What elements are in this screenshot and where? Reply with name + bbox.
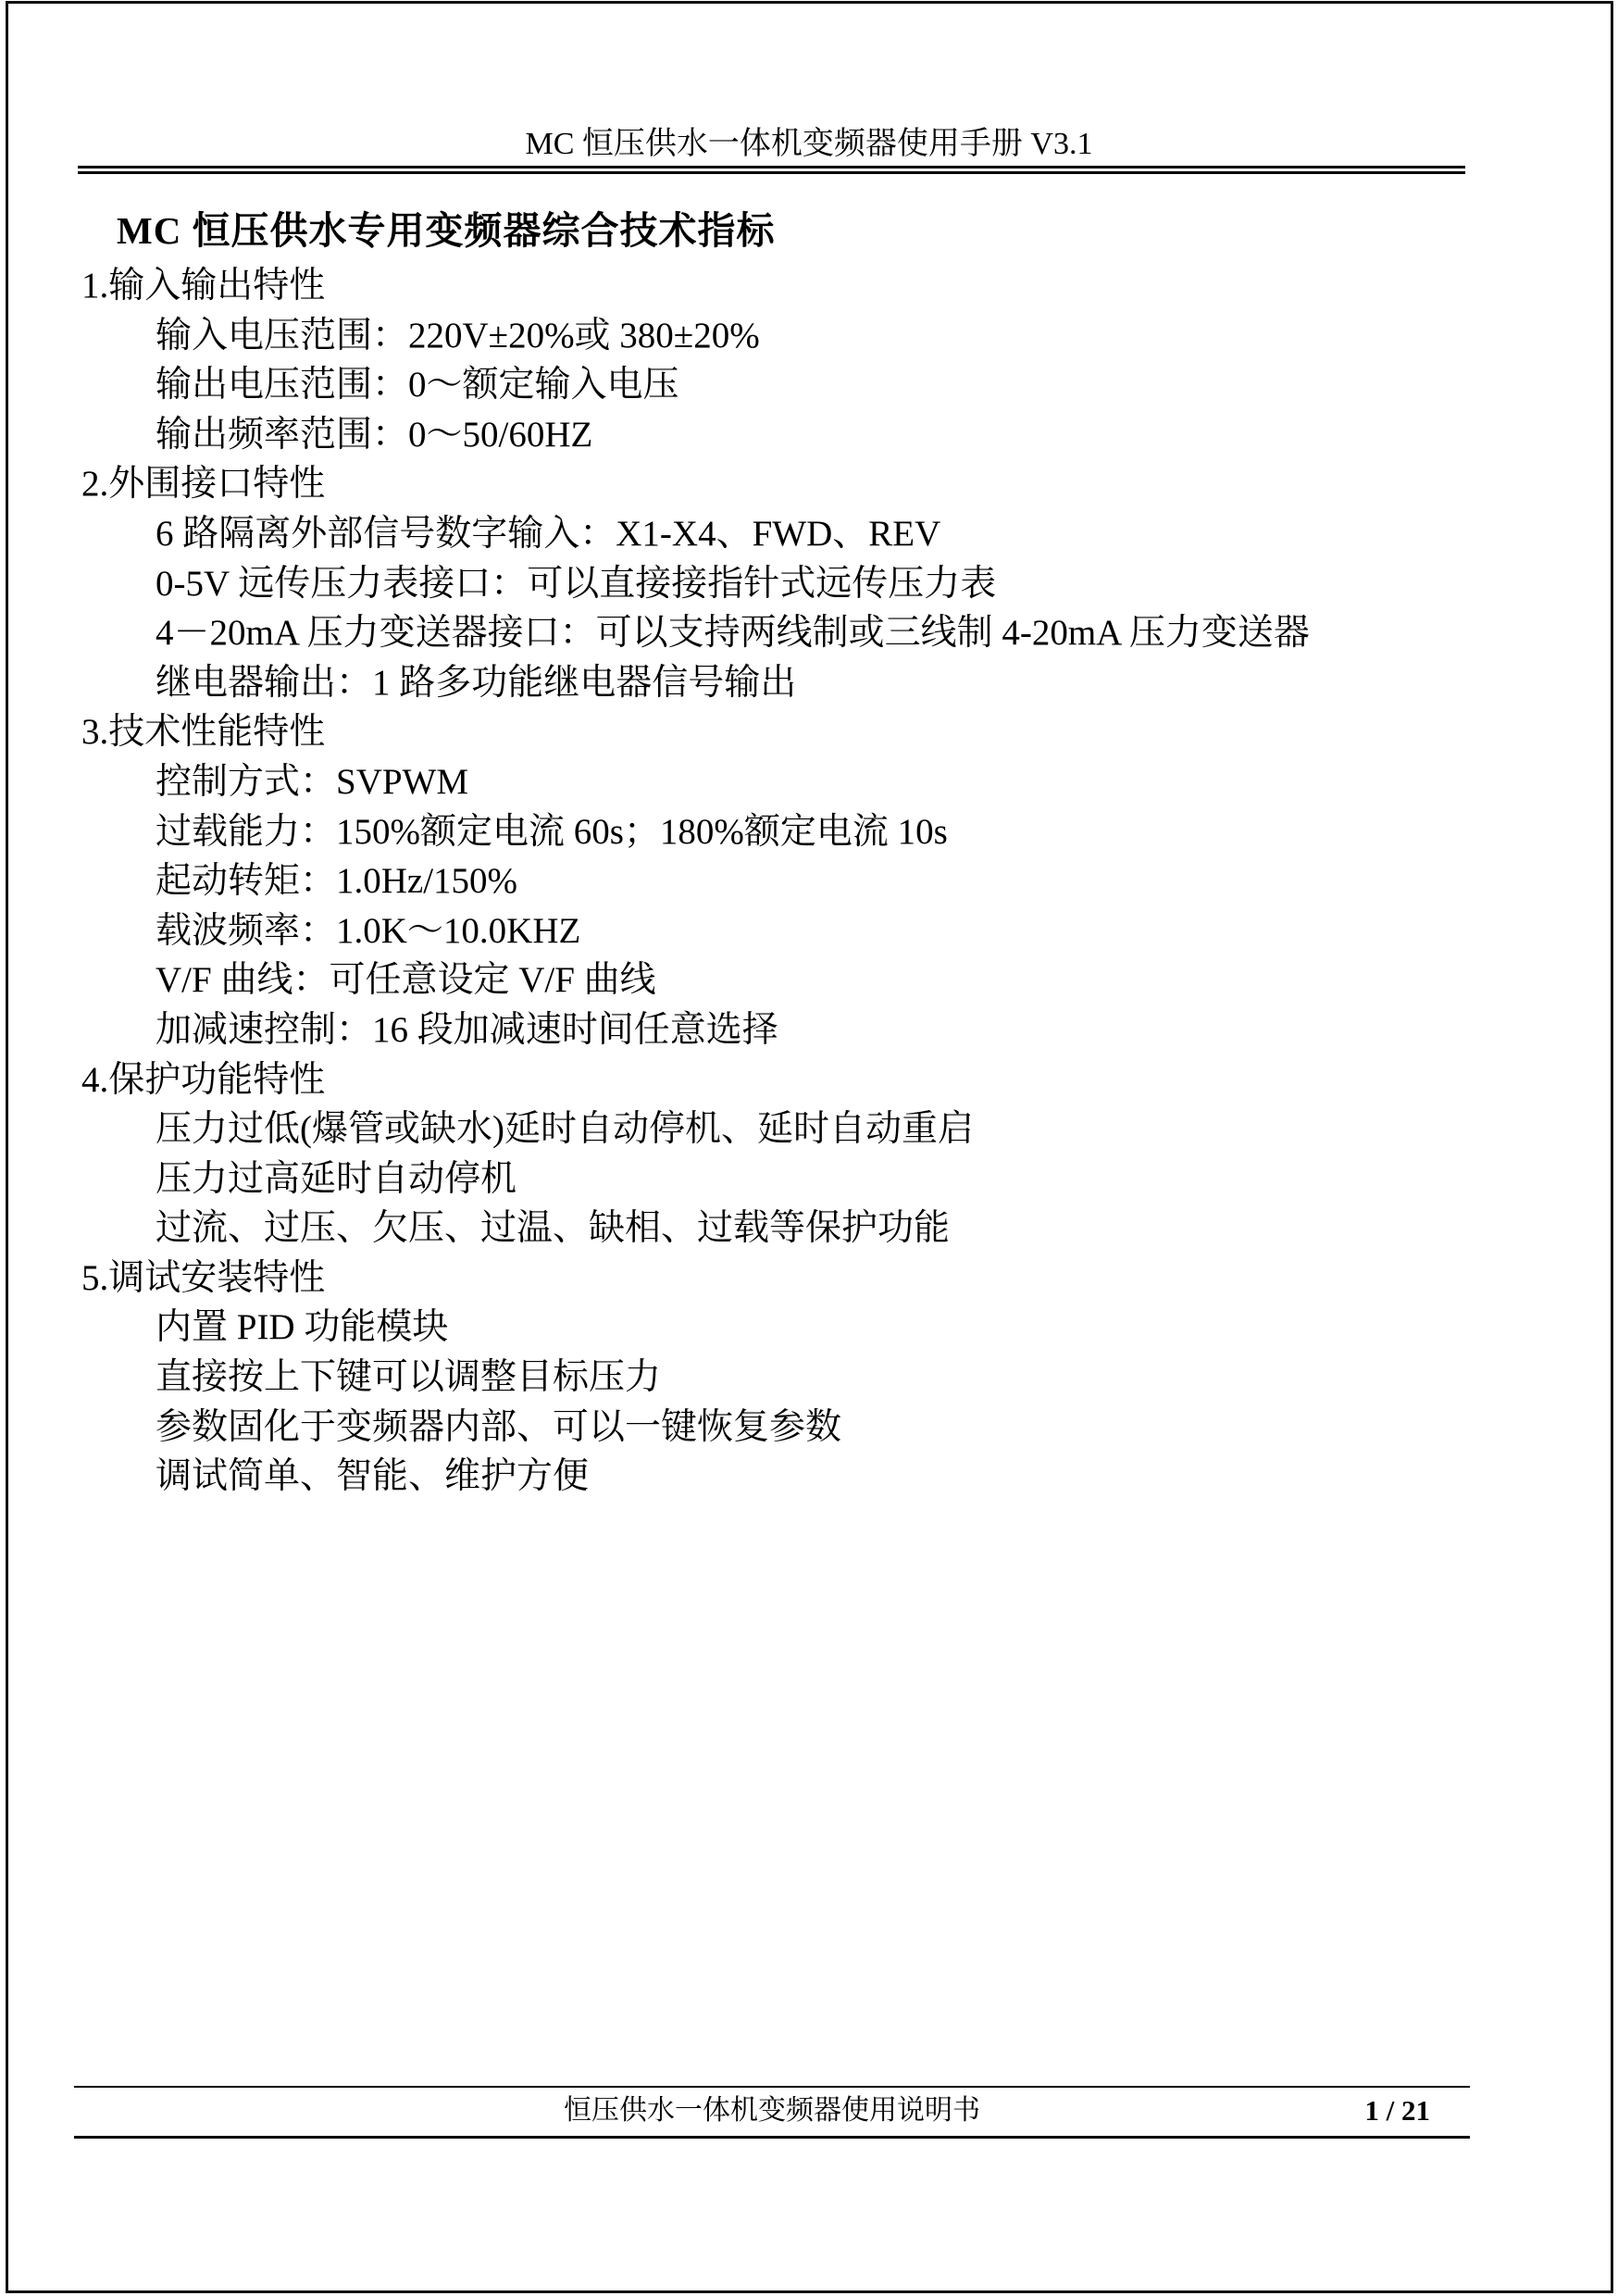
spec-line: 0-5V 远传压力表接口：可以直接接指针式远传压力表 <box>156 563 997 604</box>
spec-line: 参数固化于变频器内部、可以一键恢复参数 <box>156 1406 842 1447</box>
footer-doc-name: 恒压供水一体机变频器使用说明书 <box>564 2095 980 2126</box>
spec-line: 输出频率范围：0～50/60HZ <box>156 414 593 455</box>
spec-line: 内置 PID 功能模块 <box>156 1307 449 1348</box>
section-3-heading: 3.技术性能特性 <box>81 712 326 753</box>
spec-line: 直接按上下键可以调整目标压力 <box>156 1357 662 1398</box>
section-1-heading: 1.输入输出特性 <box>81 266 326 306</box>
spec-line: 过流、过压、欠压、过温、缺相、过载等保护功能 <box>156 1208 951 1249</box>
header-running-title: MC 恒压供水一体机变频器使用手册 V3.1 <box>525 127 1093 161</box>
spec-line: 加减速控制：16 段加减速时间任意选择 <box>156 1009 778 1050</box>
spec-line: 调试简单、智能、维护方便 <box>156 1456 590 1497</box>
section-2-heading: 2.外围接口特性 <box>81 464 326 505</box>
spec-line: 起动转矩：1.0Hz/150% <box>156 861 518 902</box>
spec-line: 4－20mA 压力变送器接口：可以支持两线制或三线制 4-20mA 压力变送器 <box>156 613 1310 654</box>
spec-line: 继电器输出：1 路多功能继电器信号输出 <box>156 662 797 703</box>
spec-line: 压力过高延时自动停机 <box>156 1158 517 1199</box>
spec-line: 载波频率：1.0K～10.0KHZ <box>156 910 581 951</box>
footer-rule-bottom <box>74 2136 1470 2139</box>
spec-line: 压力过低(爆管或缺水)延时自动停机、延时自动重启 <box>156 1109 974 1150</box>
footer-page-number: 1 / 21 <box>1364 2094 1430 2127</box>
header-double-rule <box>78 166 1465 174</box>
section-5-heading: 5.调试安装特性 <box>81 1257 326 1298</box>
doc-title: MC 恒压供水专用变频器综合技术指标 <box>117 209 776 252</box>
spec-line: 输出电压范围：0～额定输入电压 <box>156 365 679 406</box>
spec-line: V/F 曲线：可任意设定 V/F 曲线 <box>156 960 656 1001</box>
page-content <box>0 202 1618 1502</box>
spec-line: 输入电压范围：220V±20%或 380±20% <box>156 315 760 356</box>
section-4-heading: 4.保护功能特性 <box>81 1059 326 1100</box>
footer-rule-top <box>74 2086 1470 2088</box>
spec-line: 过载能力：150%额定电流 60s；180%额定电流 10s <box>156 811 948 852</box>
spec-line: 控制方式：SVPWM <box>156 761 469 802</box>
spec-line: 6 路隔离外部信号数字输入：X1-X4、FWD、REV <box>156 513 941 554</box>
